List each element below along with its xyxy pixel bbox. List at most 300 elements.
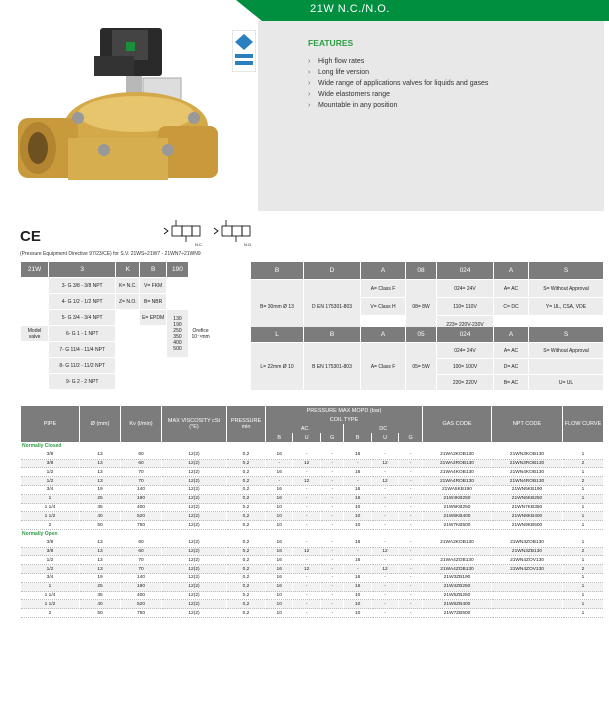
- certification-logo: [232, 30, 256, 72]
- table-row: [21, 451, 603, 460]
- table-cell: 12(2): [162, 460, 226, 469]
- table-cell: 1: [21, 495, 79, 504]
- size-option: 3- G 3/8 - 3/8 NPT: [49, 278, 115, 293]
- table-cell: 21WA4ZOB130: [423, 556, 491, 565]
- col-pipe: PIPE: [21, 406, 79, 442]
- table-cell: 10: [266, 609, 292, 618]
- table-cell: 35: [80, 504, 120, 513]
- table-cell: 16: [344, 486, 370, 495]
- table-cell: 1: [21, 583, 79, 592]
- table-row: [21, 556, 603, 565]
- table-cell: 0,2: [227, 451, 265, 460]
- table-cell: 0,2: [227, 600, 265, 609]
- table-cell: 12: [293, 477, 319, 486]
- col-press: PRESSURE min: [227, 406, 265, 442]
- table-cell: 12(2): [162, 592, 226, 601]
- table-cell: -: [321, 504, 344, 513]
- table-cell: 12: [293, 548, 319, 557]
- table-cell: 750: [121, 609, 161, 618]
- col-kv: Kv (l/min): [121, 406, 161, 442]
- hdr: 024: [437, 262, 493, 279]
- voltage: 110= 110V: [437, 298, 493, 315]
- table-cell: 12(2): [162, 521, 226, 530]
- table-cell: -: [321, 468, 344, 477]
- col-visc: MAX VISCOSITY cSt (°E): [162, 406, 226, 442]
- col-u: U: [293, 433, 319, 442]
- table-cell: 0,2: [227, 592, 265, 601]
- table-cell: 40: [80, 512, 120, 521]
- table-cell: -: [399, 451, 422, 460]
- table-cell: -: [372, 468, 398, 477]
- table-cell: -: [266, 460, 292, 469]
- table-cell: 21WA5KB190: [423, 486, 491, 495]
- table-row: [21, 521, 603, 530]
- table-row: [21, 548, 603, 557]
- current: A= AC: [494, 343, 528, 358]
- table-cell: 13: [80, 539, 120, 548]
- section-label: Normally Open: [21, 530, 603, 539]
- class-option: V= Class H: [361, 298, 405, 315]
- b-option: V= FKM: [140, 278, 165, 293]
- col-flow: FLOW CURVE: [563, 406, 603, 442]
- table-cell: -: [293, 495, 319, 504]
- voltage: 024= 24V: [437, 343, 493, 358]
- table-cell: 0,2: [227, 504, 265, 513]
- table-cell: 0,2: [227, 468, 265, 477]
- current: D= AC: [494, 359, 528, 374]
- col-dc: DC: [344, 424, 422, 433]
- table-cell: -: [321, 548, 344, 557]
- hdr: S: [529, 262, 603, 279]
- table-cell: [492, 592, 562, 601]
- table-cell: 60: [121, 451, 161, 460]
- table-cell: 13: [80, 477, 120, 486]
- table-cell: 2: [21, 521, 79, 530]
- table-cell: 12: [372, 565, 398, 574]
- spec-table: [20, 406, 604, 618]
- hdr: D: [304, 262, 360, 279]
- table-cell: 16: [266, 539, 292, 548]
- col-g: G: [399, 433, 422, 442]
- table-cell: 21WN3ROB130: [492, 460, 562, 469]
- connector: B EN 175301-803: [304, 343, 360, 390]
- table-cell: 21WA3ROB130: [423, 460, 491, 469]
- table-cell: 520: [121, 600, 161, 609]
- table-cell: 1: [563, 556, 603, 565]
- table-cell: 21WN4ROB130: [492, 477, 562, 486]
- table-cell: 21WN9KB500: [492, 521, 562, 530]
- table-cell: [423, 548, 491, 557]
- table-cell: 21WA3KOB130: [423, 539, 491, 548]
- table-cell: 16: [344, 556, 370, 565]
- b-option: B= NBR: [140, 294, 165, 309]
- table-cell: 12(2): [162, 486, 226, 495]
- hdr: 190: [167, 262, 188, 277]
- table-cell: 21W3ZB190: [423, 574, 491, 583]
- table-cell: [492, 600, 562, 609]
- feature-item: › Mountable in any position: [308, 100, 488, 111]
- table-cell: -: [399, 504, 422, 513]
- hdr: B: [140, 262, 165, 277]
- table-cell: -: [293, 583, 319, 592]
- table-cell: -: [293, 504, 319, 513]
- features-title: FEATURES: [308, 38, 354, 48]
- table-cell: -: [399, 495, 422, 504]
- approval: [529, 359, 603, 374]
- table-cell: 21WN4ZOV130: [492, 556, 562, 565]
- table-cell: 0,2: [227, 574, 265, 583]
- col-ac: AC: [266, 424, 343, 433]
- table-cell: 21WN6KB250: [492, 495, 562, 504]
- table-cell: 1: [563, 539, 603, 548]
- table-cell: 16: [266, 574, 292, 583]
- table-row: [21, 592, 603, 601]
- table-cell: 12(2): [162, 495, 226, 504]
- table-cell: 13: [80, 451, 120, 460]
- size-option: 4- G 1/2 - 1/2 NPT: [49, 294, 115, 309]
- table-cell: 1: [563, 600, 603, 609]
- table-cell: 19: [80, 574, 120, 583]
- current: C= DC: [494, 298, 528, 315]
- table-cell: 12(2): [162, 539, 226, 548]
- table-row: [21, 486, 603, 495]
- table-row: [21, 477, 603, 486]
- table-cell: -: [293, 574, 319, 583]
- table-cell: 0,2: [227, 583, 265, 592]
- table-cell: 60: [121, 539, 161, 548]
- hdr: K: [116, 262, 139, 277]
- table-cell: 10: [344, 521, 370, 530]
- table-cell: 16: [344, 495, 370, 504]
- table-cell: 0,2: [227, 512, 265, 521]
- table-cell: 21WA4ROB130: [423, 477, 491, 486]
- table-cell: -: [372, 512, 398, 521]
- size-option: 8- G 11/2 - 11/2 NPT: [49, 358, 115, 373]
- table-cell: -: [344, 565, 370, 574]
- table-row: [21, 539, 603, 548]
- col-npt: NPT CODE: [492, 406, 562, 442]
- table-cell: 1/2: [21, 565, 79, 574]
- table-cell: 10: [266, 504, 292, 513]
- table-cell: 1 1/2: [21, 600, 79, 609]
- table-cell: -: [399, 477, 422, 486]
- table-cell: -: [321, 495, 344, 504]
- table-cell: 16: [266, 565, 292, 574]
- table-cell: 190: [121, 583, 161, 592]
- table-cell: 3/8: [21, 460, 79, 469]
- orifice-list: 130 190 250 350 400 500: [167, 310, 188, 357]
- table-cell: 1/2: [21, 468, 79, 477]
- table-cell: 25: [80, 583, 120, 592]
- table-cell: -: [399, 556, 422, 565]
- table-cell: -: [321, 451, 344, 460]
- table-cell: 16: [344, 451, 370, 460]
- col-g: G: [321, 433, 344, 442]
- table-cell: 13: [80, 556, 120, 565]
- table-row: [21, 504, 603, 513]
- table-cell: 1: [563, 574, 603, 583]
- table-cell: 1: [563, 592, 603, 601]
- table-cell: 21W7KB500: [423, 521, 491, 530]
- table-cell: 19: [80, 486, 120, 495]
- approval: S= Without Approval: [529, 343, 603, 358]
- table-cell: -: [321, 486, 344, 495]
- table-cell: -: [399, 574, 422, 583]
- table-cell: 25: [80, 495, 120, 504]
- table-cell: 12(2): [162, 451, 226, 460]
- k-option: Z= N.O.: [116, 294, 139, 309]
- table-cell: 70: [121, 556, 161, 565]
- table-cell: 0,2: [227, 477, 265, 486]
- table-cell: 16: [266, 468, 292, 477]
- table-cell: -: [372, 451, 398, 460]
- table-cell: 21WN7KB350: [492, 504, 562, 513]
- approval: S= Without Approval: [529, 280, 603, 297]
- size-option: 5- G 3/4 - 3/4 NPT: [49, 310, 115, 325]
- hdr: B: [251, 262, 303, 279]
- model-valve-label: Model valve: [21, 326, 48, 341]
- table-cell: -: [293, 521, 319, 530]
- table-cell: 1 1/4: [21, 592, 79, 601]
- col-coil: COIL TYPE: [266, 415, 422, 424]
- table-cell: 16: [266, 548, 292, 557]
- size-option: 9- G 2 - 2 NPT: [49, 374, 115, 389]
- table-cell: 16: [266, 495, 292, 504]
- power: 08= 8W: [406, 280, 436, 333]
- table-cell: 60: [121, 548, 161, 557]
- table-cell: 12: [372, 460, 398, 469]
- table-cell: 21WN4ZOV130: [492, 565, 562, 574]
- table-cell: 190: [121, 495, 161, 504]
- table-cell: 16: [266, 486, 292, 495]
- table-cell: 16: [266, 556, 292, 565]
- hdr: A: [361, 262, 405, 279]
- table-cell: 1: [563, 504, 603, 513]
- table-cell: 21WN3KOB130: [492, 451, 562, 460]
- table-cell: 13: [80, 460, 120, 469]
- table-cell: 10: [344, 504, 370, 513]
- table-cell: 16: [344, 468, 370, 477]
- table-cell: 1/2: [21, 477, 79, 486]
- table-cell: 1 1/2: [21, 512, 79, 521]
- current: A= AC: [494, 280, 528, 297]
- table-cell: 70: [121, 468, 161, 477]
- table-cell: 70: [121, 565, 161, 574]
- table-cell: -: [293, 600, 319, 609]
- table-cell: 40: [80, 600, 120, 609]
- table-row: [21, 460, 603, 469]
- voltage: 223= 220V-230V: [437, 316, 493, 333]
- table-cell: -: [293, 451, 319, 460]
- feature-item: › High flow rates: [308, 56, 488, 67]
- table-cell: 21W7ZB500: [423, 609, 491, 618]
- table-cell: 21WN3ZB130: [492, 548, 562, 557]
- table-row: [21, 468, 603, 477]
- table-cell: -: [399, 521, 422, 530]
- hdr: 21W: [21, 262, 48, 277]
- table-cell: -: [372, 609, 398, 618]
- table-cell: -: [293, 592, 319, 601]
- col-b: B: [344, 433, 370, 442]
- table-cell: -: [372, 486, 398, 495]
- table-cell: 1 1/4: [21, 504, 79, 513]
- table-cell: 21W6KB400: [423, 512, 491, 521]
- k-option: K= N.C.: [116, 278, 139, 293]
- table-cell: 1: [563, 609, 603, 618]
- solenoid-valve-photo: [8, 18, 233, 208]
- table-cell: 13: [80, 548, 120, 557]
- table-cell: 12(2): [162, 609, 226, 618]
- table-cell: -: [399, 583, 422, 592]
- hdr: 3: [49, 262, 115, 277]
- table-row: [21, 574, 603, 583]
- hdr: A: [494, 327, 528, 342]
- size-option: 7- G 11/4 - 11/4 NPT: [49, 342, 115, 357]
- table-row: [21, 495, 603, 504]
- table-cell: 16: [344, 539, 370, 548]
- table-cell: 10: [266, 600, 292, 609]
- connector: D EN 175301-803: [304, 280, 360, 333]
- table-cell: 60: [121, 460, 161, 469]
- table-cell: 21W4KB250: [423, 495, 491, 504]
- table-cell: 1: [563, 451, 603, 460]
- table-cell: 21WN8KB400: [492, 512, 562, 521]
- table-row: [21, 565, 603, 574]
- table-cell: 70: [121, 477, 161, 486]
- table-cell: 2: [563, 565, 603, 574]
- features-panel: [258, 21, 604, 211]
- table-cell: 2: [563, 477, 603, 486]
- model-code-table: [20, 261, 213, 390]
- table-cell: -: [321, 574, 344, 583]
- table-cell: 2: [563, 548, 603, 557]
- table-cell: 13: [80, 468, 120, 477]
- approval: Y= UL, CSA, VDE: [529, 298, 603, 315]
- table-cell: 400: [121, 504, 161, 513]
- table-cell: 21W5KB250: [423, 504, 491, 513]
- table-cell: 1: [563, 486, 603, 495]
- b-option: E= EPDM: [140, 310, 165, 325]
- hdr: 024: [437, 327, 493, 342]
- col-mopd: PRESSURE MAX MOPD (bar): [266, 406, 422, 415]
- table-cell: 12(2): [162, 574, 226, 583]
- approval: U= UL: [529, 375, 603, 390]
- table-cell: 10: [266, 512, 292, 521]
- table-cell: -: [321, 460, 344, 469]
- table-cell: -: [321, 583, 344, 592]
- table-cell: 12(2): [162, 548, 226, 557]
- table-cell: 16: [344, 583, 370, 592]
- table-cell: -: [321, 609, 344, 618]
- table-cell: -: [399, 592, 422, 601]
- table-cell: -: [321, 600, 344, 609]
- table-cell: 2: [21, 609, 79, 618]
- table-cell: -: [399, 609, 422, 618]
- table-cell: 0,2: [227, 486, 265, 495]
- table-cell: -: [372, 583, 398, 592]
- col-gas: GAS CODE: [423, 406, 491, 442]
- coil-size: L= 22mm Ø 10: [251, 343, 303, 390]
- table-cell: 12: [293, 565, 319, 574]
- table-row: [21, 583, 603, 592]
- table-cell: 12: [372, 477, 398, 486]
- table-cell: -: [399, 565, 422, 574]
- table-cell: 2: [563, 460, 603, 469]
- table-cell: 0,2: [227, 609, 265, 618]
- table-cell: -: [399, 468, 422, 477]
- table-cell: 0,2: [227, 548, 265, 557]
- table-cell: -: [344, 548, 370, 557]
- table-cell: 12: [372, 548, 398, 557]
- table-cell: 35: [80, 592, 120, 601]
- table-cell: [492, 609, 562, 618]
- table-cell: 1/2: [21, 556, 79, 565]
- hdr: 05: [406, 327, 436, 342]
- table-cell: [492, 574, 562, 583]
- voltage: 024= 24V: [437, 280, 493, 297]
- table-row: [21, 600, 603, 609]
- table-cell: -: [399, 539, 422, 548]
- table-cell: -: [372, 600, 398, 609]
- table-row: [21, 512, 603, 521]
- table-cell: 3/8: [21, 539, 79, 548]
- col-u: U: [372, 433, 398, 442]
- table-cell: -: [372, 574, 398, 583]
- table-cell: 3/8: [21, 548, 79, 557]
- coil-30mm-table: [250, 261, 604, 334]
- table-cell: -: [293, 512, 319, 521]
- table-cell: 0,2: [227, 460, 265, 469]
- nc-label: N.C.: [195, 242, 203, 247]
- table-cell: -: [399, 486, 422, 495]
- orifice-label: Orefice 10⁻¹mm: [189, 310, 212, 357]
- size-option: 6- G 1 - 1 NPT: [49, 326, 115, 341]
- table-cell: 400: [121, 592, 161, 601]
- hdr: B: [304, 327, 360, 342]
- table-cell: 12(2): [162, 477, 226, 486]
- no-label: N.O.: [244, 242, 253, 247]
- feature-item: › Wide range of applications valves for liquids and gases: [308, 78, 488, 89]
- feature-item: › Wide elastomers range: [308, 89, 488, 100]
- table-cell: 12(2): [162, 600, 226, 609]
- section-label: Normally Closed: [21, 442, 603, 451]
- table-cell: -: [399, 600, 422, 609]
- table-cell: -: [321, 512, 344, 521]
- table-cell: 12(2): [162, 512, 226, 521]
- page-title: 21W N.C./N.O.: [310, 3, 390, 15]
- feature-item: › Long life version: [308, 67, 488, 78]
- table-cell: [492, 583, 562, 592]
- hdr: A: [361, 327, 405, 342]
- spec-body: [21, 442, 603, 618]
- table-cell: 12(2): [162, 556, 226, 565]
- table-cell: 140: [121, 486, 161, 495]
- col-dia: Ø (mm): [80, 406, 120, 442]
- table-cell: -: [344, 477, 370, 486]
- table-cell: 21WN5KB190: [492, 486, 562, 495]
- table-cell: -: [293, 468, 319, 477]
- table-cell: 3/4: [21, 486, 79, 495]
- table-cell: 3/4: [21, 574, 79, 583]
- table-cell: 16: [344, 574, 370, 583]
- table-cell: 16: [266, 583, 292, 592]
- table-cell: -: [321, 477, 344, 486]
- table-cell: -: [321, 565, 344, 574]
- table-cell: -: [372, 495, 398, 504]
- table-cell: 21WN4KOB130: [492, 468, 562, 477]
- table-cell: 12(2): [162, 504, 226, 513]
- table-cell: 1: [563, 468, 603, 477]
